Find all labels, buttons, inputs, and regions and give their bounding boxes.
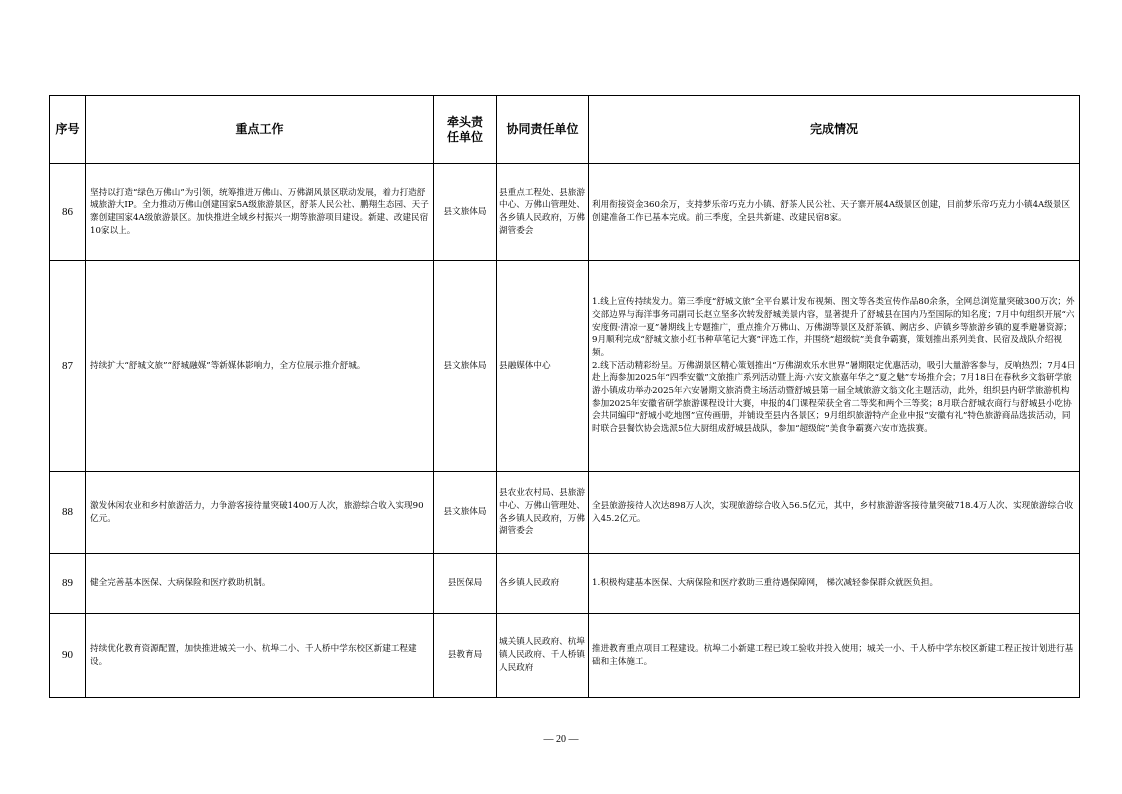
table-row [50, 614, 1080, 698]
status-paragraph: 全县旅游接待人次达898万人次，实现旅游综合收入56.5亿元，其中，乡村旅游游客接待量突破718.4万人次、实现旅游综合收入45.2亿元。 [592, 500, 1074, 524]
row-work: 坚持以打造“绿色万佛山”为引领，统筹推进万佛山、万佛湖风景区联动发展，着力打造舒城旅游大IP。全力推动万佛山创建国家5A级旅游景区，舒茶人民公社、鹏翔生态园、天子寨创建国家4A级旅游景区。加快推进全域乡村振兴一期等旅游项目建设。新建、改建民宿10家以上。 [86, 164, 434, 261]
row-co-unit: 城关镇人民政府、杭埠镇人民政府、千人桥镇人民政府 [497, 614, 589, 698]
row-work: 健全完善基本医保、大病保险和医疗救助机制。 [86, 554, 434, 614]
header-num: 序号 [50, 96, 86, 164]
row-num: 90 [50, 614, 86, 698]
row-lead-unit: 县教育局 [434, 614, 497, 698]
row-work: 持续优化教育资源配置，加快推进城关一小、杭埠二小、千人桥中学东校区新建工程建设。 [86, 614, 434, 698]
page-number: — 20 — [543, 734, 579, 745]
table-row [50, 261, 1080, 472]
table-header-row [50, 96, 1080, 164]
status-paragraph: 利用衔接资金360余万，支持梦乐帝巧克力小镇、舒茶人民公社、天子寨开展4A级景区创建，目前梦乐帝巧克力小镇4A级景区创建准备工作已基本完成。前三季度，全县共新建、改建民宿8家。 [592, 200, 1071, 223]
row-work: 持续扩大“舒城文旅”“舒城融媒”等新媒体影响力，全方位展示推介舒城。 [86, 261, 434, 472]
table-row [50, 554, 1080, 614]
row-lead-unit: 县文旅体局 [434, 472, 497, 554]
status-paragraph: 2.线下活动精彩纷呈。万佛湖景区精心策划推出“万佛湖欢乐水世界”暑期限定优惠活动，吸引大量游客参与，反响热烈；7月4日赴上海参加2025年“四季安徽”文旅推广系列活动暨上海·六安文旅嘉年华之“夏之魅”专场推介会；7月18日在春秋乡文翁研学旅游小镇成功举办2025年六安暑期文旅消费主场活动暨舒城县第一届全域旅游文翁文化主题活动，此外，组织县内研学旅游机构参加2025年安徽省研学旅游课程设计大赛，申报的4门课程荣获全省二等奖和两个三等奖；8月联合舒城农商行与舒城县小吃协会共同编印“舒城小吃地图”宣传画册，并铺设至县内各景区；9月组织旅游特产企业申报“安徽有礼”特色旅游商品选拔活动，同时联合县餐饮协会选派5位大厨组成舒城县战队，参加“超级皖”美食争霸赛六安市选拔赛。 [592, 360, 1076, 435]
row-num: 89 [50, 554, 86, 614]
header-status: 完成情况 [589, 96, 1080, 164]
row-status [589, 554, 1080, 614]
row-status [589, 472, 1080, 554]
row-co-unit: 各乡镇人民政府 [497, 554, 589, 614]
work-progress-table [49, 95, 1080, 698]
row-status [589, 614, 1080, 698]
row-num: 87 [50, 261, 86, 472]
status-paragraph: 1.线上宣传持续发力。第三季度“舒城文旅”全平台累计发布视频、图文等各类宣传作品80余条，全网总浏览量突破300万次；外交部边界与海洋事务司副司长赵立坚多次转发舒城美景内容，显著提升了舒城县在国内乃至国际的知名度；7月中旬组织开展“六安度假·清凉一夏”暑期线上专题推广，重点推介万佛山、万佛湖等景区及舒茶镇、阙店乡、庐镇乡等旅游乡镇的夏季避暑资源；9月顺利完成“舒城文旅小红书种草笔记大赛”评选工作，并围绕“超级皖”美食争霸赛，策划推出系列美食、民宿及战队介绍视频。 [592, 297, 1075, 358]
row-lead-unit: 县医保局 [434, 554, 497, 614]
table-row [50, 472, 1080, 554]
row-lead-unit: 县文旅体局 [434, 261, 497, 472]
table-row [50, 164, 1080, 261]
row-lead-unit: 县文旅体局 [434, 164, 497, 261]
header-lead-unit: 牵头责任单位 [434, 96, 497, 164]
header-work: 重点工作 [86, 96, 434, 164]
row-work: 激发休闲农业和乡村旅游活力，力争游客接待量突破1400万人次，旅游综合收入实现90亿元。 [86, 472, 434, 554]
row-co-unit: 县重点工程处、县旅游中心、万佛山管理处、各乡镇人民政府，万佛湖管委会 [497, 164, 589, 261]
row-num: 86 [50, 164, 86, 261]
status-paragraph: 1.积极构建基本医保、大病保险和医疗救助三重待遇保障网， 梯次减轻参保群众就医负担。 [592, 578, 939, 589]
row-num: 88 [50, 472, 86, 554]
row-co-unit: 县融媒体中心 [497, 261, 589, 472]
row-status [589, 164, 1080, 261]
status-paragraph: 推进教育重点项目工程建设。杭埠二小新建工程已竣工验收并投入使用；城关一小、千人桥中学东校区新建工程正按计划进行基础和主体施工。 [592, 643, 1074, 667]
row-status [589, 261, 1080, 472]
row-co-unit: 县农业农村局、县旅游中心、万佛山管理处、各乡镇人民政府，万佛湖管委会 [497, 472, 589, 554]
header-co-unit: 协同责任单位 [497, 96, 589, 164]
